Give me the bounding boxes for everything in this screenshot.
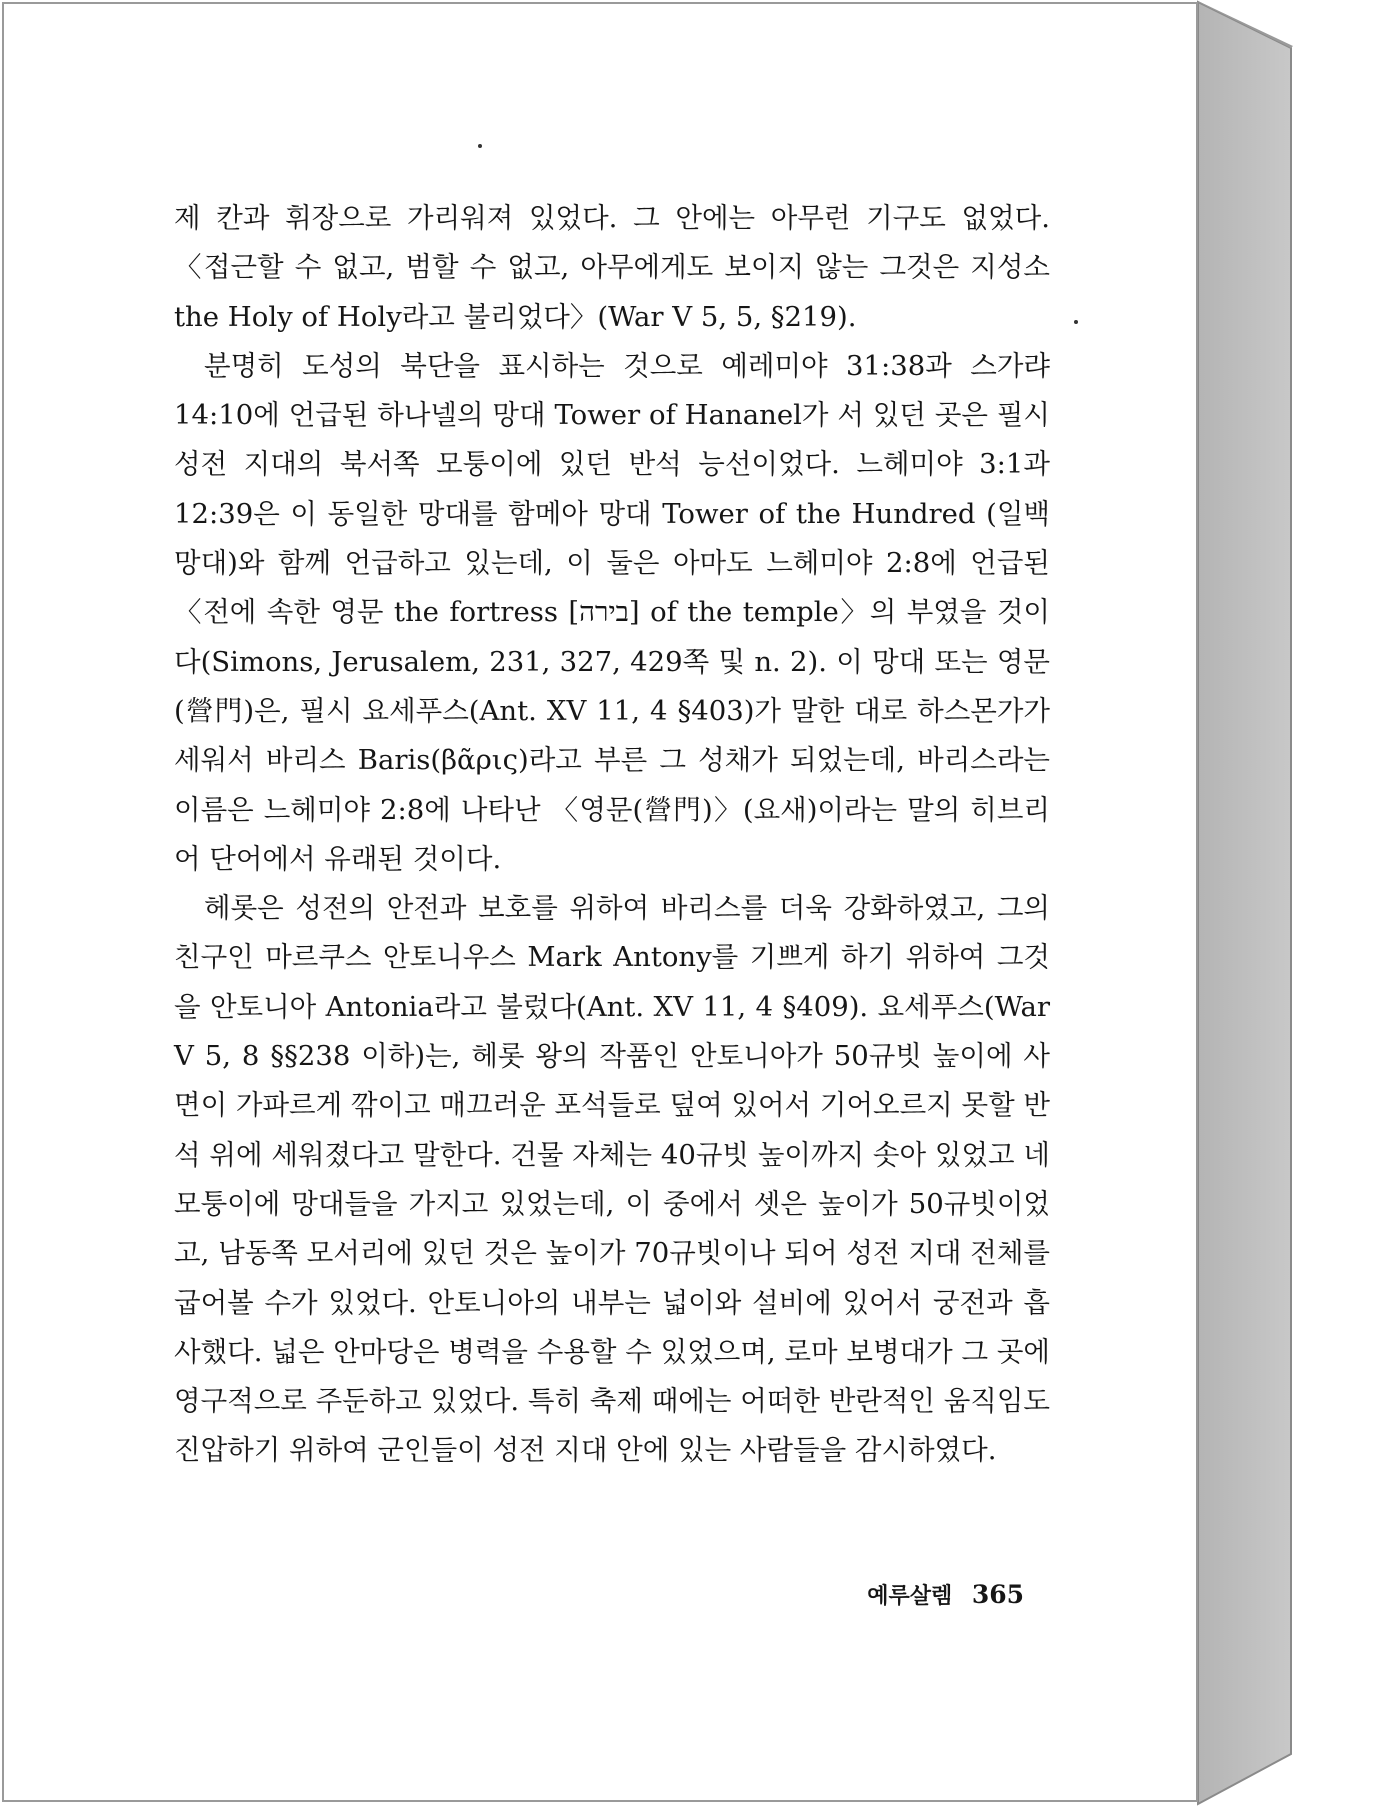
scan-speck <box>1074 320 1078 324</box>
paragraph-3: 헤롯은 성전의 안전과 보호를 위하여 바리스를 더욱 강화하였고, 그의 친구인 마르쿠스 안토니우스 Mark Antony를 기쁘게 하기 위하여 그것을 안토니아 Antonia라고 불렀다(Ant. XV 11, 4 §409). 요세푸스(War V 5, 8 §§238 이하)는, 헤롯 왕의 작품인 안토니아가 50규빗 높이에 사면이 가파르게 깎이고 매끄러운 포석들로 덮여 있어서 기어오르지 못할 반석 위에 세워졌다고 말한다. 건물 자체는 40규빗 높이까지 솟아 있었고 네 모퉁이에 망대들을 가지고 있었는데, 이 중에서 셋은 높이가 50규빗이었고, 남동쪽 모서리에 있던 것은 높이가 70규빗이나 되어 성전 지대 전체를 굽어볼 수가 있었다. 안토니아의 내부는 넓이와 설비에 있어서 궁전과 흡사했다. 넓은 안마당은 병력을 수용할 수 있었으며, 로마 보병대가 그 곳에 영구적으로 주둔하고 있었다. 특히 축제 때에는 어떠한 반란적인 움직임도 진압하기 위하여 군인들이 성전 지대 안에 있는 사람들을 감시하였다. <box>174 892 1051 1467</box>
running-title: 예루살렘 <box>867 1584 953 1609</box>
page-footer <box>824 1579 1024 1610</box>
body-text <box>174 194 1050 1476</box>
scan-speck <box>478 144 482 148</box>
page-number: 365 <box>971 1580 1024 1609</box>
paragraph-2: 분명히 도성의 북단을 표시하는 것으로 예레미야 31:38과 스가랴 14:10에 언급된 하나넬의 망대 Tower of Hananel가 서 있던 곳은 필시 성전 지대의 북서쪽 모퉁이에 있던 반석 능선이었다. 느헤미야 3:1과 12:39은 이 동일한 망대를 함메아 망대 Tower of the Hundred (일백 망대)와 함께 언급하고 있는데, 이 둘은 아마도 느헤미야 2:8에 언급된 〈전에 속한 영문 the fortress [בירה] of the temple〉의 부였을 것이다(Simons, Jerusalem, 231, 327, 429쪽 및 n. 2). 이 망대 또는 영문(營門)은, 필시 요세푸스(Ant. XV 11, 4 §403)가 말한 대로 하스몬가가 세워서 바리스 Baris(βᾶρις)라고 부른 그 성채가 되었는데, 바리스라는 이름은 느헤미야 2:8에 나타난 〈영문(營門)〉(요새)이라는 말의 히브리어 단어에서 유래된 것이다. <box>174 349 1050 875</box>
book-page <box>2 2 1198 1802</box>
paragraph-1: 제 칸과 휘장으로 가리워져 있었다. 그 안에는 아무런 기구도 없었다. 〈접근할 수 없고, 범할 수 없고, 아무에게도 보이지 않는 그것은 지성소 the Holy of Holy라고 불리었다〉(War V 5, 5, §219). <box>174 202 1050 333</box>
